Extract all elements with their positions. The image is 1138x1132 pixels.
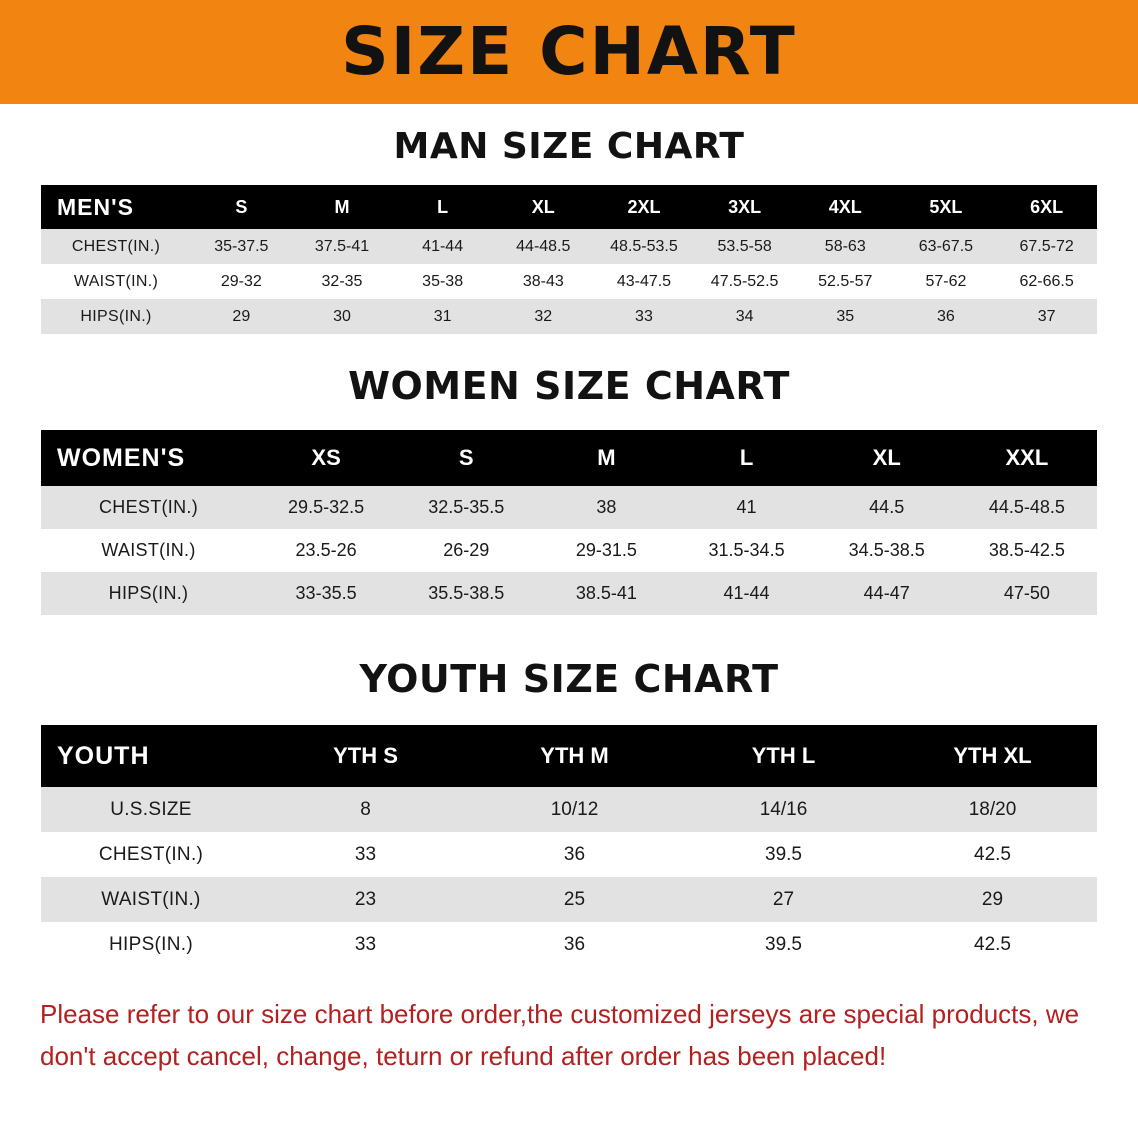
table-cell: 29 — [191, 299, 292, 334]
table-cell: 38-43 — [493, 264, 594, 299]
table-row — [41, 529, 1097, 572]
size-chart-banner — [0, 0, 1138, 104]
table-header-size-3: YTH L — [679, 725, 888, 787]
table-cell: 29.5-32.5 — [256, 486, 396, 529]
youth-table-body — [41, 787, 1097, 967]
table-header-size-6: 3XL — [694, 185, 795, 229]
table-cell: 29 — [888, 877, 1097, 922]
table-header-size-3: M — [536, 430, 676, 486]
table-header-size-5: XL — [817, 430, 957, 486]
table-cell: 38.5-42.5 — [957, 529, 1097, 572]
table-header-label: MEN'S — [41, 185, 191, 229]
man-table-body — [41, 229, 1097, 334]
table-header-size-1: YTH S — [261, 725, 470, 787]
table-cell: 44-48.5 — [493, 229, 594, 264]
table-header-size-1: S — [191, 185, 292, 229]
table-cell: 34.5-38.5 — [817, 529, 957, 572]
table-header-label: YOUTH — [41, 725, 261, 787]
table-row-label: WAIST(IN.) — [41, 877, 261, 922]
table-cell: 62-66.5 — [996, 264, 1097, 299]
table-cell: 41-44 — [392, 229, 493, 264]
table-row — [41, 299, 1097, 334]
table-row — [41, 229, 1097, 264]
table-cell: 47-50 — [957, 572, 1097, 615]
table-row — [41, 787, 1097, 832]
table-cell: 18/20 — [888, 787, 1097, 832]
table-header-size-9: 6XL — [996, 185, 1097, 229]
table-row-label: WAIST(IN.) — [41, 529, 256, 572]
table-cell: 36 — [896, 299, 997, 334]
table-cell: 47.5-52.5 — [694, 264, 795, 299]
order-policy-note: Please refer to our size chart before order,the customized jerseys are special products, we don't accept cancel, change, teturn or refund after order has been placed! — [40, 999, 1080, 1072]
table-header-size-5: 2XL — [594, 185, 695, 229]
table-header-size-3: L — [392, 185, 493, 229]
table-cell: 32-35 — [292, 264, 393, 299]
table-cell: 44-47 — [817, 572, 957, 615]
table-cell: 35.5-38.5 — [396, 572, 536, 615]
table-cell: 37.5-41 — [292, 229, 393, 264]
table-cell: 63-67.5 — [896, 229, 997, 264]
table-header-size-4: XL — [493, 185, 594, 229]
table-cell: 43-47.5 — [594, 264, 695, 299]
table-cell: 25 — [470, 877, 679, 922]
table-cell: 23.5-26 — [256, 529, 396, 572]
table-cell: 42.5 — [888, 922, 1097, 967]
women-table-header — [41, 430, 1097, 486]
table-row-label: HIPS(IN.) — [41, 572, 256, 615]
table-cell: 37 — [996, 299, 1097, 334]
table-cell: 41 — [676, 486, 816, 529]
table-row-label: CHEST(IN.) — [41, 832, 261, 877]
table-row — [41, 572, 1097, 615]
table-header-size-1: XS — [256, 430, 396, 486]
table-row — [41, 922, 1097, 967]
table-cell: 14/16 — [679, 787, 888, 832]
table-cell: 31 — [392, 299, 493, 334]
table-row — [41, 877, 1097, 922]
table-cell: 29-32 — [191, 264, 292, 299]
table-cell: 48.5-53.5 — [594, 229, 695, 264]
table-row-label: U.S.SIZE — [41, 787, 261, 832]
table-cell: 33 — [594, 299, 695, 334]
table-row-label: HIPS(IN.) — [41, 922, 261, 967]
table-cell: 58-63 — [795, 229, 896, 264]
table-header-size-2: S — [396, 430, 536, 486]
table-header-size-2: M — [292, 185, 393, 229]
women-size-table — [41, 430, 1097, 615]
table-row — [41, 486, 1097, 529]
youth-section-heading: YOUTH SIZE CHART — [359, 657, 779, 701]
table-cell: 35-38 — [392, 264, 493, 299]
table-row — [41, 264, 1097, 299]
table-cell: 27 — [679, 877, 888, 922]
table-cell: 29-31.5 — [536, 529, 676, 572]
youth-size-table-wrapper — [41, 725, 1097, 967]
table-header-size-7: 4XL — [795, 185, 896, 229]
women-size-table-wrapper — [41, 430, 1097, 615]
table-cell: 34 — [694, 299, 795, 334]
table-cell: 33 — [261, 832, 470, 877]
table-row-label: CHEST(IN.) — [41, 486, 256, 529]
table-header-row — [41, 430, 1097, 486]
table-cell: 41-44 — [676, 572, 816, 615]
table-cell: 32.5-35.5 — [396, 486, 536, 529]
page-title: SIZE CHART — [341, 13, 797, 90]
table-row-label: WAIST(IN.) — [41, 264, 191, 299]
man-section-heading: MAN SIZE CHART — [393, 126, 745, 167]
table-row-label: CHEST(IN.) — [41, 229, 191, 264]
table-cell: 39.5 — [679, 832, 888, 877]
table-cell: 23 — [261, 877, 470, 922]
table-cell: 31.5-34.5 — [676, 529, 816, 572]
table-cell: 39.5 — [679, 922, 888, 967]
table-cell: 35 — [795, 299, 896, 334]
table-cell: 38.5-41 — [536, 572, 676, 615]
table-header-size-4: YTH XL — [888, 725, 1097, 787]
table-cell: 32 — [493, 299, 594, 334]
table-row-label: HIPS(IN.) — [41, 299, 191, 334]
table-cell: 67.5-72 — [996, 229, 1097, 264]
table-cell: 10/12 — [470, 787, 679, 832]
table-cell: 35-37.5 — [191, 229, 292, 264]
table-cell: 44.5-48.5 — [957, 486, 1097, 529]
table-cell: 52.5-57 — [795, 264, 896, 299]
table-header-size-4: L — [676, 430, 816, 486]
table-cell: 26-29 — [396, 529, 536, 572]
table-cell: 33 — [261, 922, 470, 967]
table-cell: 8 — [261, 787, 470, 832]
table-cell: 36 — [470, 922, 679, 967]
table-header-size-8: 5XL — [896, 185, 997, 229]
youth-size-table — [41, 725, 1097, 967]
women-table-body — [41, 486, 1097, 615]
table-row — [41, 832, 1097, 877]
table-cell: 44.5 — [817, 486, 957, 529]
table-header-row — [41, 185, 1097, 229]
table-cell: 36 — [470, 832, 679, 877]
table-cell: 38 — [536, 486, 676, 529]
table-header-size-2: YTH M — [470, 725, 679, 787]
youth-table-header — [41, 725, 1097, 787]
table-header-row — [41, 725, 1097, 787]
table-cell: 53.5-58 — [694, 229, 795, 264]
table-cell: 33-35.5 — [256, 572, 396, 615]
table-cell: 30 — [292, 299, 393, 334]
table-header-label: WOMEN'S — [41, 430, 256, 486]
table-header-size-6: XXL — [957, 430, 1097, 486]
man-size-table — [41, 185, 1097, 334]
table-cell: 57-62 — [896, 264, 997, 299]
man-size-table-wrapper — [41, 185, 1097, 334]
man-table-header — [41, 185, 1097, 229]
women-section-heading: WOMEN SIZE CHART — [348, 364, 790, 408]
table-cell: 42.5 — [888, 832, 1097, 877]
